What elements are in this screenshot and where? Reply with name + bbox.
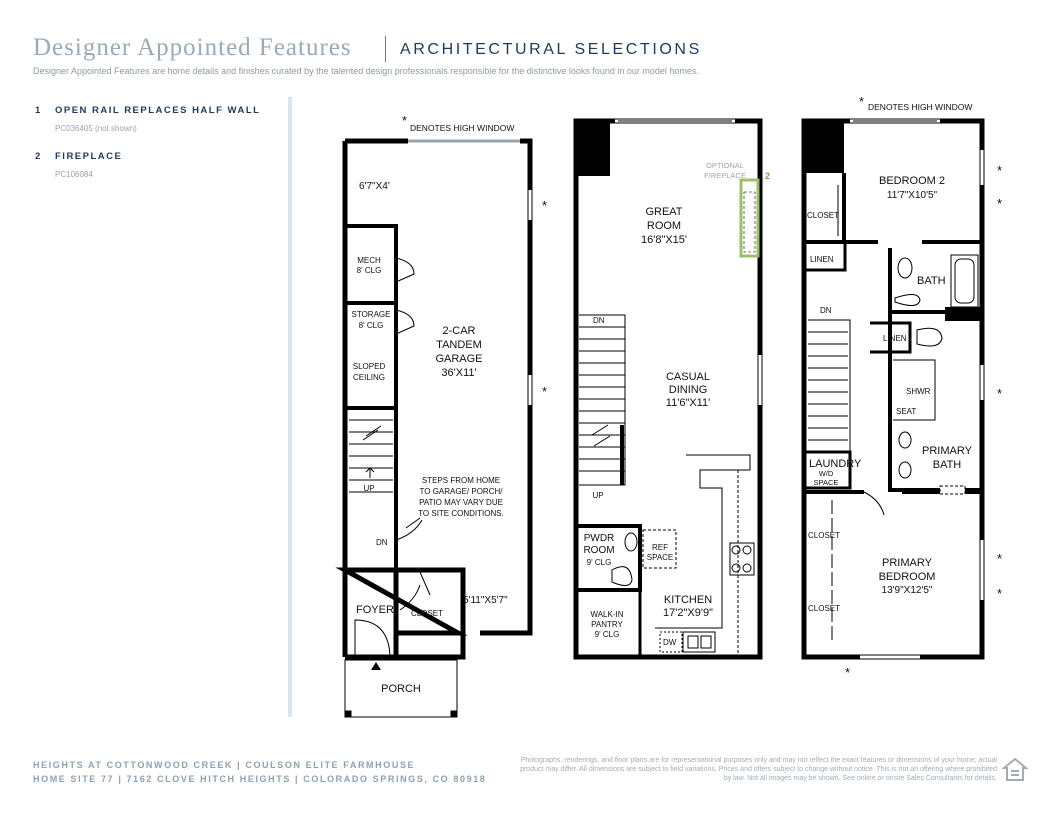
- high-window-asterisk: *: [997, 386, 1003, 401]
- footer-community: HEIGHTS AT COTTONWOOD CREEK | COULSON ELITE FARMHOUSE: [33, 760, 416, 770]
- kitchen-dimension: 17'2"X9'9": [663, 607, 713, 619]
- equal-housing-icon: [1002, 757, 1028, 783]
- mech-label: MECH: [357, 256, 381, 265]
- high-window-asterisk: *: [997, 163, 1003, 178]
- sloped-label-2: CEILING: [352, 373, 386, 382]
- closet-label: CLOSET: [807, 211, 840, 220]
- dishwasher-label: DW: [663, 638, 677, 647]
- high-window-note: DENOTES HIGH WINDOW: [868, 102, 973, 112]
- ref-space-label: REF: [652, 543, 668, 552]
- wd-label: W/D: [818, 469, 834, 478]
- footer-disclaimer: Photographs, renderings, and floor plans are for representational purposes only and may not reflect the exact features or dimensions of your home; actual product may differ. All dimensions are subject to field variations. Prices and offers subject to change without notice. This is not an offering where prohibited by law. Not all images may be shown. See online or onsite Sales Consultants for details.: [520, 757, 997, 782]
- closet-label: CLOSET: [808, 531, 841, 540]
- bedroom-2-dimension: 11'7"X10'5": [886, 190, 938, 201]
- steps-note-4: TO SITE CONDITIONS.: [418, 509, 504, 518]
- bath-label: BATH: [917, 275, 946, 287]
- laundry-label: LAUNDRY: [809, 458, 862, 470]
- garage-dimension: 36'X11': [441, 367, 477, 379]
- dining-label-2: DINING: [668, 384, 708, 396]
- storage-ceiling: 8' CLG: [358, 321, 384, 330]
- stair-down-label: DN: [820, 306, 832, 315]
- dining-label: CASUAL: [665, 371, 711, 383]
- stair-down-label: DN: [593, 316, 605, 325]
- high-window-asterisk: *: [402, 113, 408, 128]
- foyer-label: FOYER: [356, 604, 394, 616]
- feature-code: PC106084: [55, 170, 93, 179]
- linen-label: LINEN: [883, 334, 907, 343]
- linen-label: LINEN: [810, 255, 834, 264]
- powder-room-ceiling: 9' CLG: [586, 558, 612, 567]
- high-window-asterisk: *: [542, 384, 548, 399]
- great-room-dimension: 16'8"X15': [640, 234, 688, 246]
- powder-room-label-2: ROOM: [583, 545, 615, 556]
- steps-note-3: PATIO MAY VARY DUE: [419, 498, 503, 507]
- fireplace-marker: 2: [765, 171, 771, 181]
- shower-label: SHWR: [906, 387, 931, 396]
- ref-space-label-2: SPACE: [646, 553, 674, 562]
- great-room-label-2: ROOM: [646, 220, 682, 232]
- bedroom-2-label: BEDROOM 2: [878, 175, 946, 187]
- feature-number: 2: [35, 151, 41, 162]
- stair-up-label: UP: [363, 484, 375, 493]
- mech-ceiling: 8' CLG: [356, 266, 382, 275]
- porch-label: PORCH: [381, 683, 421, 695]
- feature-number: 1: [35, 105, 41, 116]
- footer-address: HOME SITE 77 | 7162 CLOVE HITCH HEIGHTS | COLORADO SPRINGS, CO 80918: [33, 774, 487, 784]
- optional-fireplace-label-2: FIREPLACE: [704, 171, 746, 180]
- primary-bath-label-2: BATH: [932, 459, 962, 471]
- feature-title: OPEN RAIL REPLACES HALF WALL: [55, 105, 261, 116]
- header-subtitle: Designer Appointed Features are home details and finishes curated by the talented design professionals responsible for the distinctive looks found in our model homes.: [33, 66, 699, 76]
- garage-label: 2-CAR: [442, 325, 476, 337]
- primary-bath-label: PRIMARY: [922, 445, 972, 457]
- garage-label-3: GARAGE: [435, 353, 483, 365]
- pantry-label: WALK-IN: [590, 610, 624, 619]
- high-window-asterisk: *: [997, 586, 1003, 601]
- closet-label: CLOSET: [808, 604, 841, 613]
- great-room-label: GREAT: [645, 206, 683, 218]
- primary-bedroom-label: PRIMARY: [882, 557, 932, 569]
- sloped-label: SLOPED: [352, 362, 386, 371]
- seat-label: SEAT: [896, 407, 917, 416]
- high-window-asterisk: *: [859, 94, 865, 109]
- high-window-asterisk: *: [542, 198, 548, 213]
- high-window-asterisk: *: [997, 196, 1003, 211]
- nook-dimension: 6'7"X4': [359, 181, 390, 192]
- header-category: ARCHITECTURAL SELECTIONS: [400, 41, 702, 58]
- pantry-ceiling: 9' CLG: [594, 630, 620, 639]
- powder-room-label: PWDR: [583, 533, 615, 544]
- optional-fireplace-label: OPTIONAL: [706, 161, 744, 170]
- high-window-asterisk: *: [997, 551, 1003, 566]
- high-window-note: DENOTES HIGH WINDOW: [410, 123, 515, 133]
- header-title: Designer Appointed Features: [33, 34, 352, 61]
- storage-label: STORAGE: [351, 310, 391, 319]
- stair-up-label: UP: [592, 491, 604, 500]
- closet-label: CLOSET: [411, 609, 444, 618]
- garage-label-2: TANDEM: [436, 339, 482, 351]
- feature-title: FIREPLACE: [55, 151, 123, 162]
- steps-note-2: TO GARAGE/ PORCH/: [419, 487, 503, 496]
- kitchen-label: KITCHEN: [663, 594, 713, 606]
- wd-space-label: SPACE: [813, 478, 839, 487]
- primary-bedroom-dimension: 13'9"X12'5": [881, 585, 933, 596]
- high-window-asterisk: *: [845, 665, 851, 680]
- pantry-label-2: PANTRY: [591, 620, 623, 629]
- stair-down-label: DN: [376, 538, 388, 547]
- primary-bedroom-label-2: BEDROOM: [878, 571, 936, 583]
- floor-plan-level-1: [345, 141, 530, 717]
- feature-code: PC036405 (not shown): [55, 124, 137, 133]
- steps-note-1: STEPS FROM HOME: [421, 476, 501, 485]
- small-room-dimension: 5'11"X5'7": [463, 595, 508, 606]
- dining-dimension: 11'6"X11': [665, 397, 711, 409]
